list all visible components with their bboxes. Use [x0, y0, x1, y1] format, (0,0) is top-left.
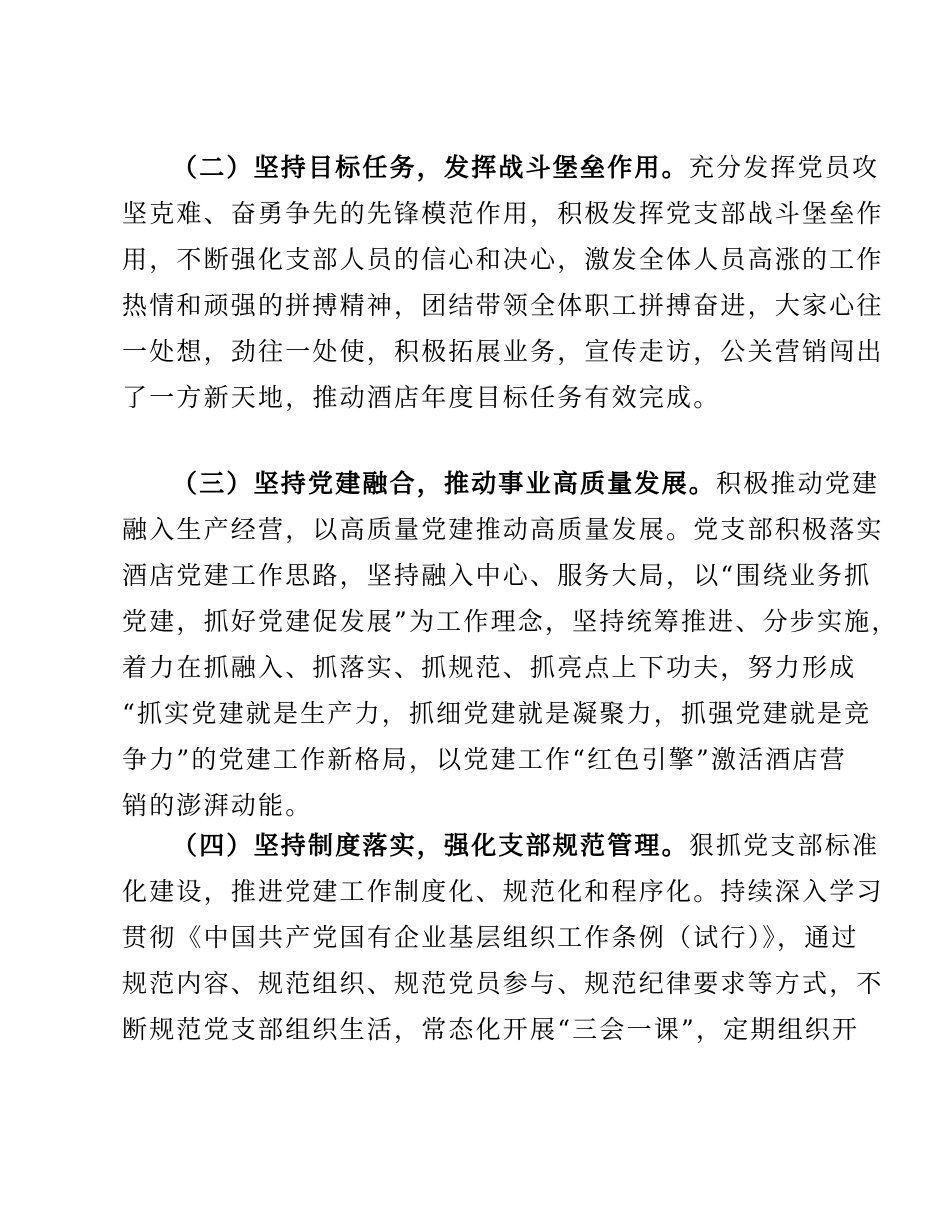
paragraph-line: 了一方新天地，推动酒店年度目标任务有效完成。	[122, 383, 721, 412]
paragraph-line: 党建，抓好党建促发展”为工作理念，坚持统筹推进、分步实施，	[122, 607, 899, 636]
paragraph-line: 规范内容、规范组织、规范党员参与、规范纪律要求等方式，不	[122, 969, 884, 998]
paragraph-line: 化建设，推进党建工作制度化、规范化和程序化。持续深入学习	[122, 877, 884, 906]
paragraph-heading: （三）坚持党建融合，推动事业高质量发展。	[172, 469, 717, 498]
paragraph-line: 热情和顽强的拼搏精神，团结带领全体职工拼搏奋进，大家心往	[122, 291, 884, 320]
paragraph-line: 争力”的党建工作新格局，以党建工作“红色引擎”激活酒店营	[122, 745, 847, 774]
paragraph-first-line	[122, 823, 880, 869]
paragraph-line: 坚克难、奋勇争先的先锋模范作用，积极发挥党支部战斗堡垒作	[122, 199, 884, 228]
paragraph-line: 断规范党支部组织生活，常态化开展“三会一课”，定期组织开	[122, 1015, 860, 1044]
paragraph-line: 酒店党建工作思路，坚持融入中心、服务大局，以“围绕业务抓	[122, 561, 872, 590]
paragraph-text: 积极推动党建	[716, 469, 880, 498]
paragraph-line: 融入生产经营，以高质量党建推动高质量发展。党支部积极落实	[122, 515, 884, 544]
paragraph-2	[122, 145, 884, 421]
paragraph-first-line	[122, 461, 880, 507]
paragraph-line: 用，不断强化支部人员的信心和决心，激发全体人员高涨的工作	[122, 245, 884, 274]
paragraph-line: 销的澎湃动能。	[122, 791, 313, 820]
paragraph-line: 一处想，劲往一处使，积极拓展业务，宣传走访，公关营销闯出	[122, 337, 884, 366]
paragraph-line: 着力在抓融入、抓落实、抓规范、抓亮点上下功夫，努力形成	[122, 653, 857, 682]
paragraph-text: 狠抓党支部标准	[688, 831, 880, 860]
paragraph-first-line	[122, 145, 880, 191]
paragraph-heading: （二）坚持目标任务，发挥战斗堡垒作用。	[172, 153, 689, 182]
paragraph-3	[122, 461, 899, 829]
paragraph-heading: （四）坚持制度落实，强化支部规范管理。	[172, 831, 689, 860]
paragraph-line: 贯彻《中国共产党国有企业基层组织工作条例（试行）》，通过	[122, 923, 859, 952]
paragraph-4	[122, 823, 884, 1053]
paragraph-line: “抓实党建就是生产力，抓细党建就是凝聚力，抓强党建就是竞	[122, 699, 872, 728]
paragraph-text: 充分发挥党员攻	[688, 153, 880, 182]
